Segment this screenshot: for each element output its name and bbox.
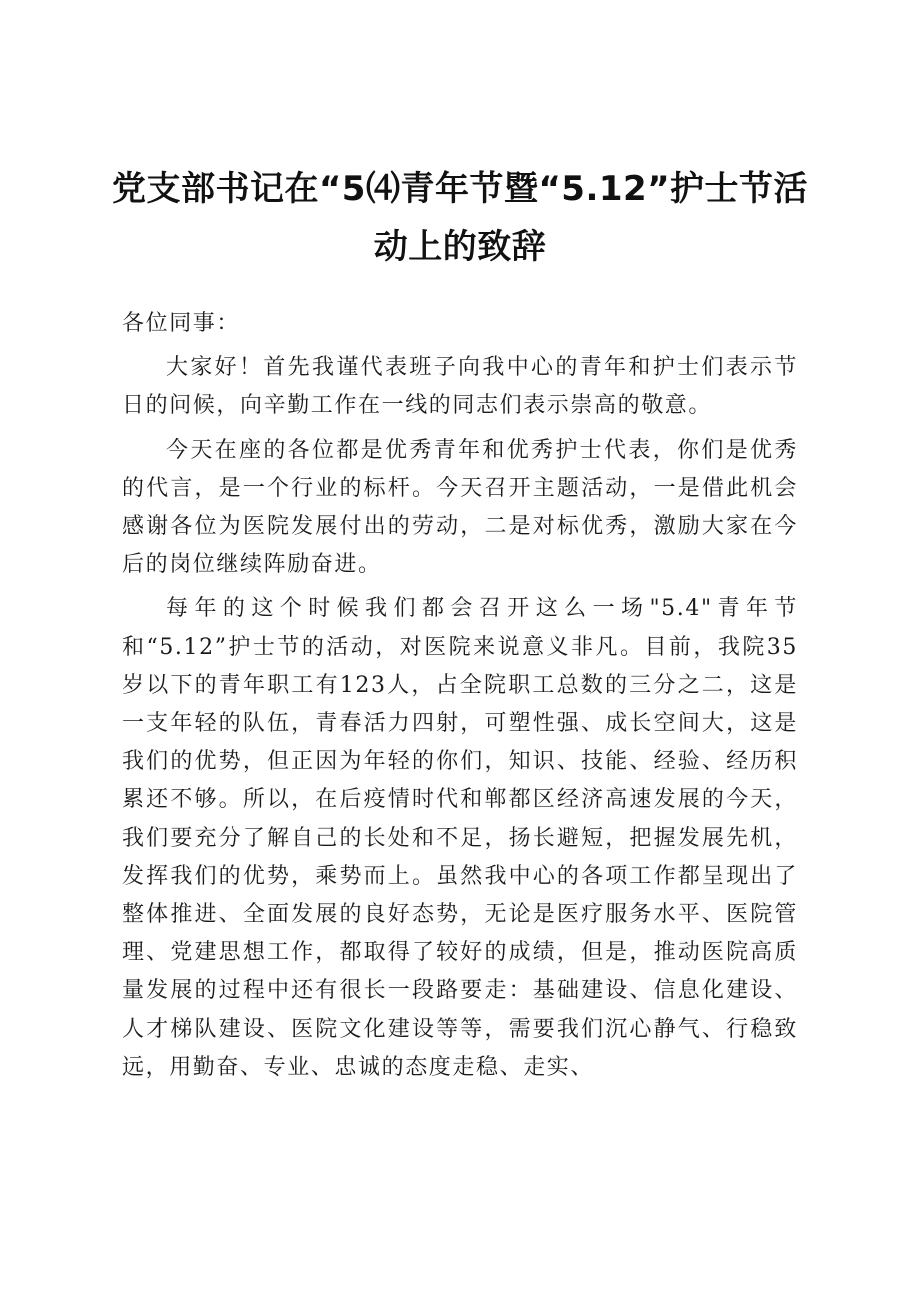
document-title: 党支部书记在“5⑷青年节暨“5.12”护士节活动上的致辞 [111, 169, 809, 267]
document-body [122, 305, 798, 1093]
paragraph-festival: 每年的这个时候我们都会召开这么一场"5.4"青年节和“5.12”护士节的活动，对医院来说意义非凡。目前，我院35岁以下的青年职工有123人，占全院职工总数的三分之二，这是一支年轻的队伍，青春活力四射，可塑性强、成长空间大，这是我们的优势，但正因为年轻的你们，知识、技能、经验、经历积累还不够。所以，在后疫情时代和郸都区经济高速发展的今天，我们要充分了解自己的长处和不足，扬长避短，把握发展先机，发挥我们的优势，乘势而上。虽然我中心的各项工作都呈现出了整体推进、全面发展的良好态势，无论是医疗服务水平、医院管理、党建思想工作，都取得了较好的成绩，但是，推动医院高质量发展的过程中还有很长一段路要走：基础建设、信息化建设、人才梯队建设、医院文化建设等等，需要我们沉心静气、行稳致远，用勤奋、专业、忠诚的态度走稳、走实、 [122, 596, 798, 1080]
paragraph-representatives: 今天在座的各位都是优秀青年和优秀护士代表，你们是优秀的代言，是一个行业的标杆。今天召开主题活动，一是借此机会感谢各位为医院发展付出的劳动，二是对标优秀，激励大家在今后的岗位继续阵励奋进。 [122, 437, 798, 578]
salutation: 各位同事： [122, 311, 241, 336]
paragraph-greeting: 大家好！首先我谨代表班子向我中心的青年和护士们表示节日的问候，向辛勤工作在一线的同志们表示崇高的敬意。 [122, 355, 798, 419]
